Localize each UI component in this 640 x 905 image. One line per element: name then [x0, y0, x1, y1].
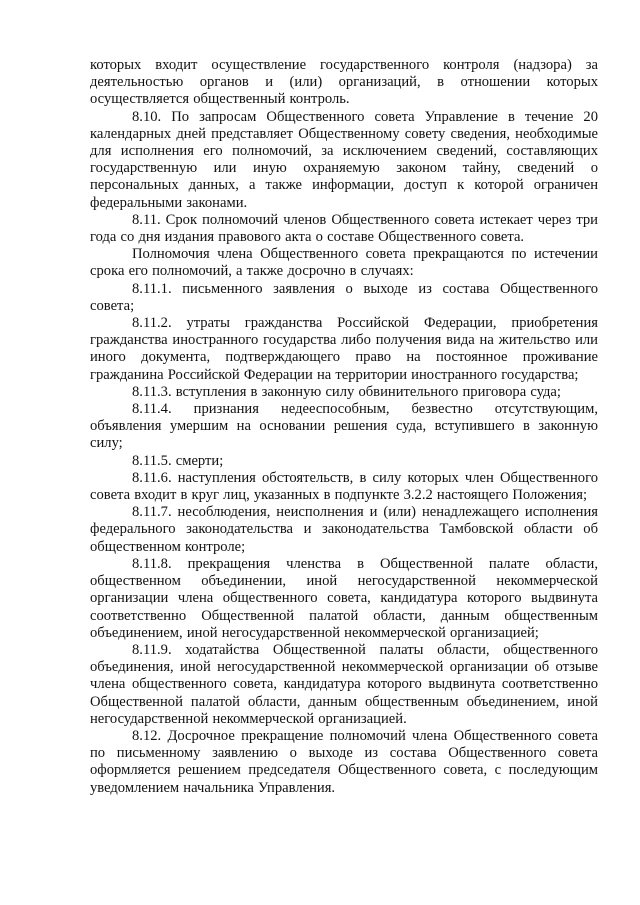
paragraph-8-11-7: 8.11.7. несоблюдения, неисполнения и (или) ненадлежащего исполнения федерального законодательства и законодательства Тамбовской области об общественном контроле;: [90, 504, 598, 555]
paragraph-8-11-5: 8.11.5. смерти;: [132, 452, 224, 469]
paragraph-8-10: 8.10. По запросам Общественного совета Управление в течение 20 календарных дней представляет Общественному совету сведения, необходимые для исполнения его полномочий, за исключением сведений, составляющих государственную или иную охраняемую законом тайну, сведений о персональных данных, а также информации, доступ к которой ограничен федеральными законами.: [90, 108, 598, 211]
paragraph-8-12: 8.12. Досрочное прекращение полномочий члена Общественного совета по письменному заявлению о выходе из состава Общественного совета оформляется решением председателя Общественного совета, с последующим уведомлением начальника Управления.: [90, 727, 598, 796]
paragraph-8-11-2: 8.11.2. утраты гражданства Российской Федерации, приобретения гражданства иностранного государства либо получения вида на жительство или иного документа, подтверждающего право на постоянное проживание гражданина Российской Федерации на территории иностранного государства;: [90, 315, 598, 383]
paragraph-continuation: которых входит осуществление государственного контроля (надзора) за деятельностью органов и (или) организаций, в отношении которых осуществляется общественный контроль.: [90, 57, 598, 108]
paragraph-8-11-3: 8.11.3. вступления в законную силу обвинительного приговора суда;: [132, 383, 561, 400]
paragraph-8-11-4: 8.11.4. признания недееспособным, безвестно отсутствующим, объявления умершим на основании решения суда, вступившего в законную силу;: [90, 401, 598, 452]
paragraph-8-11-8: 8.11.8. прекращения членства в Общественной палате области, общественном объединении, иной негосударственной некоммерческой организации члена общественного совета, кандидатура которого выдвинута соответственно Общественной палатой области, данным общественным объединением, иной негосударственной некоммерческой организацией;: [90, 555, 598, 641]
paragraph-8-11-6: 8.11.6. наступления обстоятельств, в силу которых член Общественного совета входит в круг лиц, указанных в подпункте 3.2.2 настоящего Положения;: [90, 469, 598, 504]
paragraph-8-11-9: 8.11.9. ходатайства Общественной палаты области, общественного объединения, иной негосударственной некоммерческой организации об отзыве члена общественного совета, кандидатура которого выдвинута соответственно Общественной палатой области, данным общественным объединением, иной негосударственной некоммерческой организацией.: [90, 641, 598, 727]
paragraph-8-11: 8.11. Срок полномочий членов Общественного совета истекает через три года со дня издания правового акта о составе Общественного совета.: [90, 211, 598, 246]
document-page: [90, 57, 598, 797]
paragraph-8-11-1: 8.11.1. письменного заявления о выходе из состава Общественного совета;: [90, 280, 598, 314]
paragraph-8-11-intro: Полномочия члена Общественного совета прекращаются по истечении срока его полномочий, а также досрочно в случаях:: [90, 246, 598, 280]
